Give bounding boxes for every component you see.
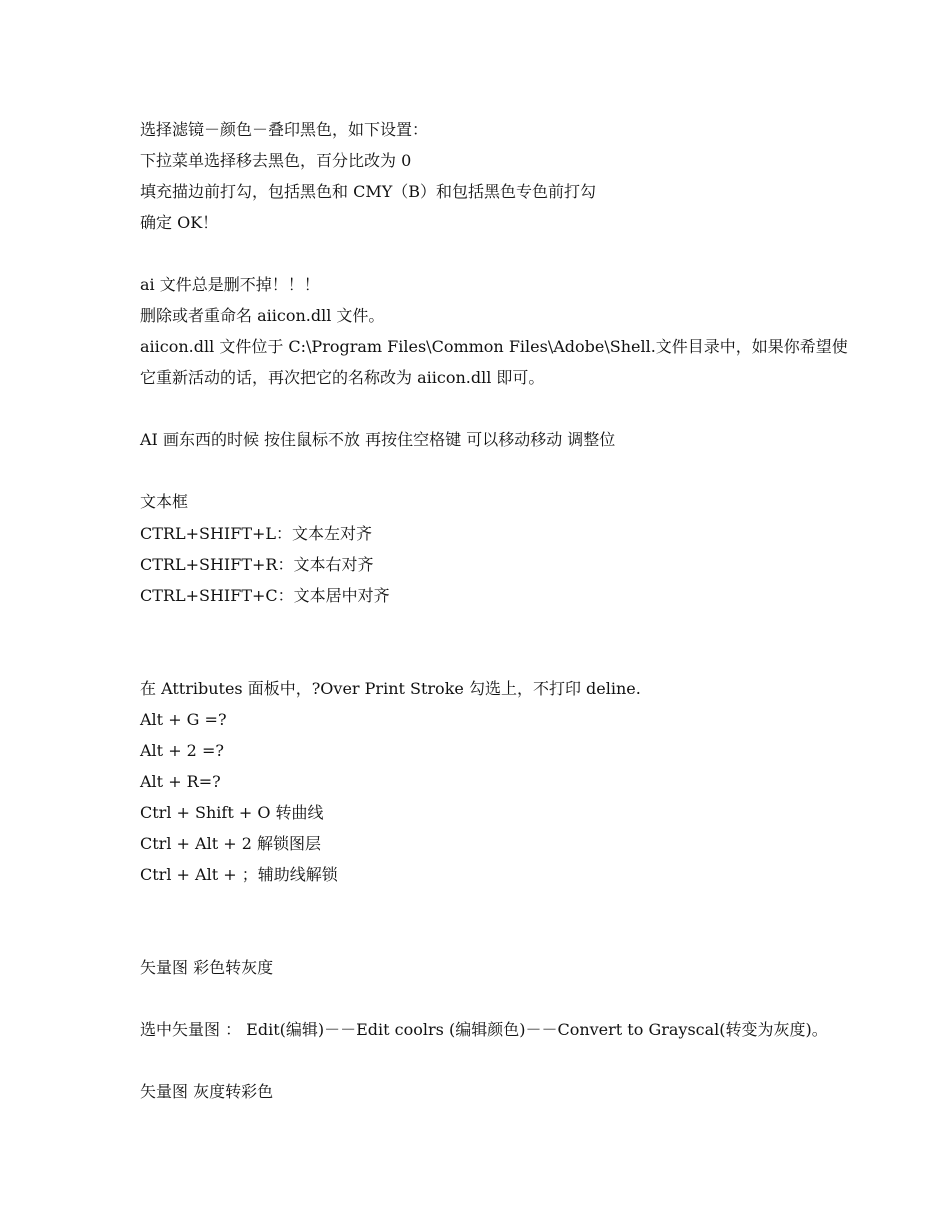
text-line-confirm-ok: 确定 OK！ [140, 213, 219, 232]
text-line-ai-file: ai 文件总是删不掉！！！ [140, 275, 320, 294]
text-line-delete-rename: 删除或者重命名 aiicon.dll 文件。 [140, 306, 385, 325]
text-line-align-left: CTRL+SHIFT+L：文本左对齐 [140, 524, 373, 543]
text-line-attributes-panel: 在 Attributes 面板中，?Over Print Stroke 勾选上，不打印 deline. [140, 679, 641, 698]
text-line-vector-color-to-gray-heading: 矢量图 彩色转灰度 [140, 958, 274, 977]
text-line-file-location: aiicon.dll 文件位于 C:\Program Files\Common Files\Adobe\Shell.文件目录中，如果你希望使 [140, 337, 848, 356]
text-line-vector-gray-to-color-heading: 矢量图 灰度转彩色 [140, 1082, 274, 1101]
text-line-text-box-heading: 文本框 [140, 492, 189, 511]
text-line-remove-black: 下拉菜单选择移去黑色，百分比改为 0 [140, 151, 412, 170]
text-line-reactivate: 它重新活动的话，再次把它的名称改为 aiicon.dll 即可。 [140, 368, 545, 387]
text-line-alt-2: Alt + 2 =? [140, 741, 224, 760]
text-line-alt-g: Alt + G =? [140, 710, 227, 729]
text-line-convert-outlines: Ctrl + Shift + O 转曲线 [140, 803, 324, 822]
text-line-convert-grayscale-steps: 选中矢量图 ： Edit(编辑)－－Edit coolrs (编辑颜色)－－Convert to Grayscal(转变为灰度)。 [140, 1020, 828, 1039]
text-line-align-right: CTRL+SHIFT+R：文本右对齐 [140, 555, 374, 574]
text-line-move-while-drawing: AI 画东西的时候 按住鼠标不放 再按住空格键 可以移动移动 调整位 [140, 430, 616, 449]
text-line-unlock-guides: Ctrl + Alt + ；辅助线解锁 [140, 865, 338, 884]
text-line-fill-stroke: 填充描边前打勾，包括黑色和 CMY（B）和包括黑色专色前打勾 [140, 182, 597, 201]
text-line-align-center: CTRL+SHIFT+C：文本居中对齐 [140, 586, 390, 605]
text-line-unlock-layers: Ctrl + Alt + 2 解锁图层 [140, 834, 321, 853]
text-line-alt-r: Alt + R=? [140, 772, 221, 791]
text-line-filter-overprint: 选择滤镜－颜色－叠印黑色，如下设置： [140, 120, 429, 139]
